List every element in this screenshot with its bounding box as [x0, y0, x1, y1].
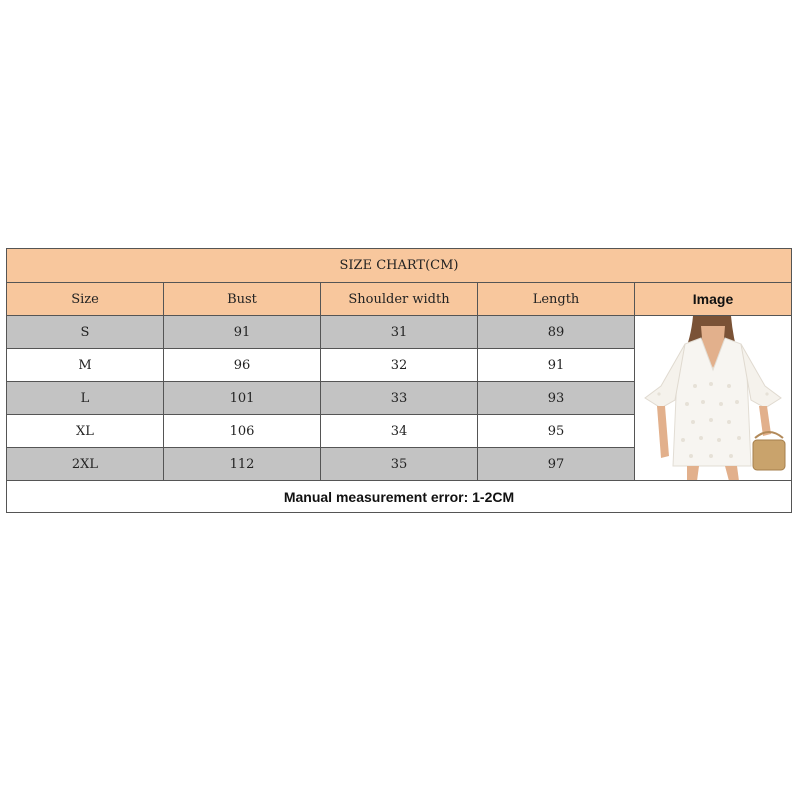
table-cell-bust: 101 — [164, 382, 321, 415]
table-cell-shoulder: 35 — [321, 448, 478, 481]
header-size: Size — [7, 283, 164, 316]
table-cell-shoulder: 31 — [321, 316, 478, 349]
header-image: Image — [635, 283, 791, 316]
measurement-note: Manual measurement error: 1-2CM — [283, 488, 515, 505]
table-cell-length: 91 — [478, 349, 635, 382]
dress-illustration — [635, 316, 791, 481]
table-cell-bust: 91 — [164, 316, 321, 349]
header-length: Length — [478, 283, 635, 316]
table-cell-shoulder: 34 — [321, 415, 478, 448]
table-cell-size: 2XL — [7, 448, 164, 481]
size-chart-grid — [7, 283, 791, 481]
table-cell-length: 97 — [478, 448, 635, 481]
table-cell-shoulder: 33 — [321, 382, 478, 415]
table-cell-length: 89 — [478, 316, 635, 349]
size-chart-table — [6, 248, 792, 513]
table-cell-size: XL — [7, 415, 164, 448]
size-chart-title: SIZE CHART(CM) — [7, 249, 791, 283]
table-cell-size: L — [7, 382, 164, 415]
table-cell-size: S — [7, 316, 164, 349]
product-image — [635, 316, 791, 481]
table-cell-bust: 96 — [164, 349, 321, 382]
header-shoulder-width: Shoulder width — [321, 283, 478, 316]
table-cell-bust: 112 — [164, 448, 321, 481]
table-cell-size: M — [7, 349, 164, 382]
table-cell-length: 95 — [478, 415, 635, 448]
header-bust: Bust — [164, 283, 321, 316]
table-cell-bust: 106 — [164, 415, 321, 448]
table-cell-length: 93 — [478, 382, 635, 415]
table-cell-shoulder: 32 — [321, 349, 478, 382]
